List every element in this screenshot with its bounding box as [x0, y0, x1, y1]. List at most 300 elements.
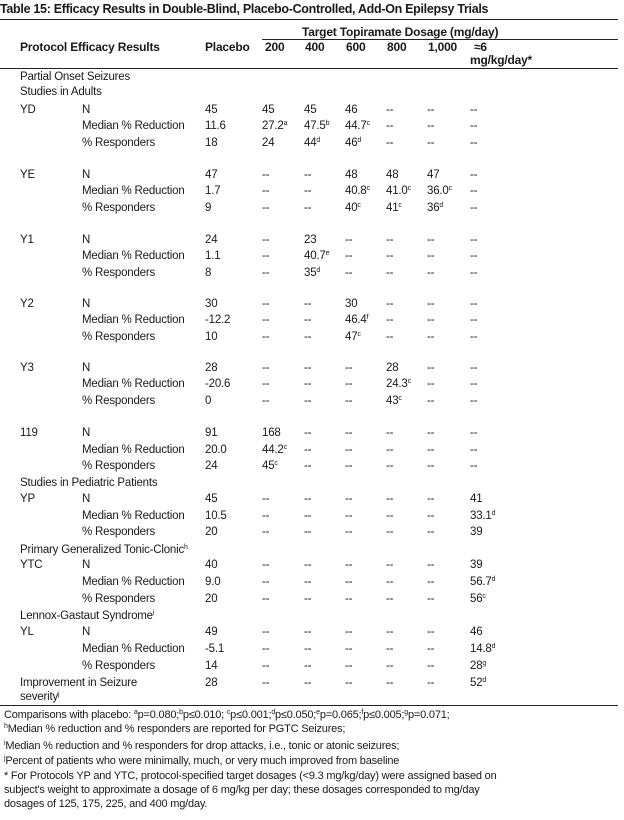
dose-cell-value: 36.0: [427, 185, 449, 197]
dose-cell-value: 40.7: [304, 250, 326, 262]
measure-label-value: % Responders: [82, 395, 156, 407]
dose-cell-value: --: [386, 626, 394, 638]
protocol-label: [20, 625, 34, 639]
dose-cell: [470, 233, 477, 247]
dose-cell: [427, 361, 434, 375]
dose-cell-value: --: [262, 185, 270, 197]
dose-cell-value: --: [427, 460, 435, 472]
measure-label-value: Median % Reduction: [82, 643, 185, 655]
dose-cell: [304, 443, 311, 457]
dose-cell: [386, 136, 393, 150]
comparison-marker: g: [404, 709, 408, 716]
measure-label-value: Median % Reduction: [82, 250, 185, 262]
dose-cell-value: --: [427, 314, 435, 326]
dose-cell: [304, 313, 311, 327]
dose-cell-value: --: [427, 250, 435, 262]
dose-cell: [470, 459, 477, 473]
dose-cell: [470, 168, 477, 182]
title-rule: [0, 19, 618, 20]
placebo-value: [205, 184, 220, 198]
footnote-i-text: Median % reduction and % responders for drop attacks, i.e., tonic or atonic seizures;: [5, 740, 400, 752]
dose-cell: [304, 592, 311, 606]
dose-cell-value: 39: [470, 526, 483, 538]
protocol-label: [20, 103, 36, 117]
dose-cell: [262, 313, 269, 327]
dose-cell-value: --: [386, 104, 394, 116]
dose-cell: [386, 625, 393, 639]
dose-cell-value: 28: [470, 660, 483, 672]
dose-cell-value: --: [386, 660, 394, 672]
comparison-text: Comparisons with placebo:: [4, 709, 134, 721]
measure-label-value: N: [82, 298, 91, 310]
dose-cell: [345, 103, 357, 117]
placebo-value: [205, 592, 217, 606]
comparison-text: p≤0.050;: [275, 709, 317, 721]
dose-cell-value: 24.3: [386, 378, 408, 390]
measure-label: [82, 233, 90, 247]
dose-cell: [427, 443, 434, 457]
dose-cell: [470, 184, 477, 198]
protocol-label: [20, 168, 35, 182]
measure-label: [82, 509, 185, 523]
measure-label-value: Median % Reduction: [82, 185, 185, 197]
placebo-value: [205, 119, 226, 133]
table-title: Table 15: Efficacy Results in Double-Blind, Placebo-Controlled, Add-On Epilepsy Trials: [0, 2, 489, 16]
footnote-star-line3: dosages of 125, 175, 225, and 400 mg/day.: [4, 798, 208, 810]
dose-cell: [427, 297, 434, 311]
dose-cell: [427, 233, 434, 247]
comparison-marker: c: [226, 709, 231, 716]
dose-cell: [386, 330, 393, 344]
dose-cell-value: 40: [345, 202, 358, 214]
dose-cell: [345, 136, 361, 150]
dose-cell: [427, 492, 434, 506]
placebo-value: [205, 659, 217, 673]
dose-cell-value: --: [345, 444, 353, 456]
improvement-dose-cell: [427, 676, 434, 690]
dose-cell: [470, 443, 477, 457]
dose-cell: [427, 136, 434, 150]
dose-cell-value: --: [304, 660, 312, 672]
dose-cell-value: --: [386, 427, 394, 439]
dose-cell: [470, 297, 477, 311]
dose-cell: [262, 509, 269, 523]
group-label-pgtc-sup: h: [184, 544, 188, 551]
placebo-value-value: 14: [205, 660, 218, 672]
dose-cell-value: --: [345, 395, 353, 407]
dose-cell-value: --: [427, 362, 435, 374]
dose-cell-value: --: [386, 314, 394, 326]
placebo-value: [205, 361, 217, 375]
dose-cell: [386, 525, 393, 539]
dose-cell: [345, 592, 352, 606]
dose-cell-value: 44.2: [262, 444, 284, 456]
dose-cell-value: --: [427, 444, 435, 456]
dose-cell: [304, 426, 311, 440]
dose-cell-value: --: [262, 626, 270, 638]
dose-cell: [262, 443, 287, 457]
dose-cell-value: --: [470, 250, 478, 262]
measure-label-value: Median % Reduction: [82, 510, 185, 522]
placebo-value-value: 40: [205, 559, 218, 571]
dose-cell: [470, 201, 477, 215]
dose-cell: [304, 659, 311, 673]
placebo-value: [205, 249, 220, 263]
improvement-dose-cell: [262, 676, 269, 690]
improvement-placebo: 28: [205, 677, 218, 689]
dose-cell-value: 28: [386, 362, 399, 374]
dose-cell-value: --: [386, 444, 394, 456]
measure-label: [82, 313, 185, 327]
header-dose-800: 800: [387, 40, 407, 54]
dose-cell: [262, 233, 269, 247]
dose-cell: [345, 313, 368, 327]
dose-cell: [427, 103, 434, 117]
measure-label: [82, 525, 155, 539]
dose-cell: [262, 592, 269, 606]
placebo-value: [205, 459, 217, 473]
protocol-label: [20, 297, 34, 311]
header-bottom-rule: [0, 68, 618, 69]
dose-cell-value: 41.0: [386, 185, 408, 197]
placebo-value: [205, 492, 217, 506]
placebo-value-value: 10.5: [205, 510, 227, 522]
placebo-value-value: 45: [205, 104, 218, 116]
dose-cell-value: --: [470, 331, 478, 343]
dose-cell-value: --: [262, 362, 270, 374]
improvement-dose-cell: [345, 676, 352, 690]
dose-cell: [304, 625, 311, 639]
dose-cell: [386, 459, 393, 473]
placebo-value-value: 24: [205, 234, 218, 246]
measure-label-value: % Responders: [82, 460, 156, 472]
measure-label: [82, 361, 90, 375]
dose-cell-value: --: [345, 267, 353, 279]
dose-cell-value: --: [470, 298, 478, 310]
dose-cell-value: --: [386, 576, 394, 588]
placebo-value: [205, 558, 217, 572]
dose-cell-value: --: [262, 331, 270, 343]
placebo-value-value: 45: [205, 493, 218, 505]
measure-label-value: % Responders: [82, 331, 156, 343]
dose-cell-value: --: [386, 267, 394, 279]
dose-cell-sup: c: [357, 202, 361, 209]
dose-cell-value: --: [470, 169, 478, 181]
placebo-value-value: -20.6: [205, 378, 231, 390]
dose-cell-value: --: [262, 250, 270, 262]
dose-cell-sup: c: [398, 202, 402, 209]
dose-cell-value: --: [262, 643, 270, 655]
placebo-value: [205, 642, 224, 656]
dose-cell: [304, 103, 316, 117]
footnote-j-sup: j: [4, 755, 6, 762]
dose-cell: [427, 313, 434, 327]
footnote-comparisons: [4, 708, 616, 722]
dose-cell-sup: c: [407, 378, 411, 385]
placebo-value-value: 8: [205, 267, 212, 279]
measure-label: [82, 201, 155, 215]
dose-cell-value: --: [262, 169, 270, 181]
group-label-lgs-sup: i: [152, 610, 155, 617]
improvement-dose-cell: [470, 676, 486, 690]
placebo-value: [205, 233, 217, 247]
measure-label: [82, 249, 185, 263]
dose-cell-value: --: [345, 460, 353, 472]
placebo-value-value: 30: [205, 298, 218, 310]
dose-cell-value: --: [386, 526, 394, 538]
header-dose-1000: 1,000: [428, 40, 458, 54]
dose-cell: [304, 525, 311, 539]
dose-cell: [262, 266, 269, 280]
dose-cell-value: --: [427, 593, 435, 605]
dose-cell: [470, 558, 482, 572]
dose-cell-value: --: [304, 576, 312, 588]
dose-cell-value: --: [262, 234, 270, 246]
measure-label: [82, 426, 90, 440]
improvement-dose-cell-value: --: [304, 677, 312, 689]
dose-cell: [386, 103, 393, 117]
dose-cell-value: --: [470, 234, 478, 246]
dose-cell-value: --: [470, 395, 478, 407]
dose-cell: [386, 361, 398, 375]
dose-cell: [304, 249, 329, 263]
dose-cell-value: --: [304, 444, 312, 456]
dose-cell: [427, 426, 434, 440]
dose-cell-value: 33.1: [470, 510, 492, 522]
dose-cell-value: --: [427, 331, 435, 343]
dose-cell-value: --: [427, 234, 435, 246]
dose-cell: [386, 492, 393, 506]
dose-cell-value: --: [345, 559, 353, 571]
dose-cell-value: 47: [427, 169, 440, 181]
dose-cell-value: --: [470, 185, 478, 197]
dose-cell-value: 44.7: [345, 120, 367, 132]
measure-label: [82, 459, 155, 473]
dose-cell-value: --: [345, 250, 353, 262]
dose-cell-value: 41: [386, 202, 399, 214]
dose-cell-value: --: [262, 526, 270, 538]
comparison-text: p≤0.010;: [182, 709, 227, 721]
placebo-value: [205, 443, 227, 457]
improvement-label-sup: j: [58, 691, 60, 698]
dose-cell-sup: c: [482, 593, 486, 600]
dose-cell-value: --: [304, 169, 312, 181]
dose-cell-sup: d: [439, 202, 444, 209]
group-label-pediatric: Studies in Pediatric Patients: [20, 477, 158, 489]
protocol-label: [20, 233, 34, 247]
dose-cell: [262, 168, 269, 182]
dose-cell: [427, 330, 434, 344]
comparison-marker: f: [361, 709, 364, 716]
dose-cell: [262, 492, 269, 506]
dose-cell: [470, 394, 477, 408]
group-label-adults: Studies in Adults: [20, 86, 102, 98]
improvement-dose-cell-value: --: [262, 677, 270, 689]
dose-cell-value: --: [304, 493, 312, 505]
measure-label-value: Median % Reduction: [82, 314, 185, 326]
dose-cell: [262, 136, 274, 150]
placebo-value: [205, 330, 217, 344]
placebo-value-value: 20.0: [205, 444, 227, 456]
group-label-lgs: [20, 609, 154, 623]
dose-cell: [345, 377, 352, 391]
dose-cell: [427, 377, 434, 391]
dose-cell-value: --: [386, 460, 394, 472]
comparison-text: p=0.071;: [407, 709, 450, 721]
measure-label-value: N: [82, 234, 91, 246]
measure-label: [82, 394, 155, 408]
dose-cell-value: --: [304, 460, 312, 472]
measure-label-value: % Responders: [82, 526, 156, 538]
group-label-pgtc-text: Primary Generalized Tonic-Clonic: [20, 544, 185, 556]
dose-cell: [262, 103, 274, 117]
dose-cell-value: --: [386, 250, 394, 262]
dose-cell-value: --: [304, 510, 312, 522]
dose-cell-value: --: [262, 202, 270, 214]
measure-label-value: N: [82, 559, 91, 571]
protocol-label: [20, 492, 35, 506]
placebo-value-value: 20: [205, 593, 218, 605]
dose-cell: [345, 233, 352, 247]
measure-label-value: % Responders: [82, 137, 156, 149]
protocol-label-value: YL: [20, 626, 34, 638]
dose-cell-value: --: [427, 526, 435, 538]
dose-cell: [262, 297, 269, 311]
measure-label: [82, 297, 90, 311]
comparison-marker: a: [133, 709, 138, 716]
dose-cell: [470, 249, 477, 263]
improvement-dose-cell-sup: d: [482, 677, 487, 684]
dose-cell: [470, 659, 486, 673]
comparison-marker: e: [316, 709, 320, 716]
measure-label-value: N: [82, 362, 91, 374]
measure-label: [82, 119, 185, 133]
dose-cell-value: --: [470, 120, 478, 132]
dose-cell-value: --: [427, 395, 435, 407]
dose-cell: [386, 592, 393, 606]
placebo-value-value: 1.7: [205, 185, 221, 197]
dose-cell-value: 41: [470, 493, 483, 505]
footnote-j-text: Percent of patients who were minimally, much, or very much improved from baseline: [5, 755, 400, 767]
header-protocol: Protocol Efficacy Results: [20, 40, 160, 54]
dose-cell: [427, 394, 434, 408]
dose-cell: [470, 642, 495, 656]
header-dose-weight-line2: mg/kg/day*: [470, 53, 533, 67]
dose-cell-sup: d: [491, 643, 496, 650]
dose-cell-value: --: [262, 267, 270, 279]
protocol-label-value: YD: [20, 104, 36, 116]
dose-cell: [345, 509, 352, 523]
dose-cell-value: --: [262, 559, 270, 571]
dose-cell: [427, 119, 434, 133]
dose-cell-value: 44: [304, 137, 317, 149]
dose-cell: [386, 575, 393, 589]
placebo-value: [205, 394, 211, 408]
dose-cell: [262, 575, 269, 589]
group-label-pgtc: [20, 543, 188, 557]
dose-cell-value: 56.7: [470, 576, 492, 588]
improvement-dose-cell-value: --: [345, 677, 353, 689]
dose-cell: [304, 575, 311, 589]
dose-cell-value: --: [304, 559, 312, 571]
measure-label: [82, 575, 185, 589]
dose-cell: [345, 297, 357, 311]
placebo-value-value: 24: [205, 460, 218, 472]
dose-cell-value: --: [470, 444, 478, 456]
placebo-value: [205, 525, 217, 539]
dose-cell-value: 39: [470, 559, 483, 571]
measure-label-value: Median % Reduction: [82, 444, 185, 456]
dose-cell: [262, 426, 281, 440]
dose-cell: [470, 625, 482, 639]
protocol-label-value: YE: [20, 169, 35, 181]
dose-cell-value: --: [345, 526, 353, 538]
footnote-star-line2: subject's weight to approximate a dosage of 6 mg/kg per day; these dosages corresponded to mg/day: [4, 784, 480, 796]
dose-cell-value: 45: [304, 104, 317, 116]
placebo-value-value: 20: [205, 526, 218, 538]
comparison-text: p=0.080;: [137, 709, 180, 721]
dose-cell: [427, 266, 434, 280]
dose-cell: [304, 361, 311, 375]
measure-label-value: Median % Reduction: [82, 378, 185, 390]
dose-cell-value: --: [386, 234, 394, 246]
dose-cell-value: 45: [262, 104, 275, 116]
dose-cell: [262, 184, 269, 198]
dose-cell: [470, 525, 482, 539]
dose-cell-value: --: [386, 559, 394, 571]
dose-cell: [470, 266, 477, 280]
group-label-lgs-text: Lennox-Gastaut Syndrome: [20, 610, 153, 622]
improvement-dose-cell-value: --: [386, 677, 394, 689]
dose-cell-value: 46: [470, 626, 483, 638]
dose-cell-value: --: [386, 493, 394, 505]
dose-cell: [345, 266, 352, 280]
dose-cell-sup: c: [366, 120, 370, 127]
dose-cell-value: --: [345, 593, 353, 605]
protocol-label-value: YTC: [20, 559, 43, 571]
dose-cell-value: --: [345, 362, 353, 374]
dose-cell-value: --: [427, 137, 435, 149]
dose-cell-value: --: [304, 593, 312, 605]
dose-cell-value: --: [386, 331, 394, 343]
dose-cell: [427, 558, 434, 572]
improvement-dose-cell: [386, 676, 393, 690]
measure-label-value: Median % Reduction: [82, 120, 185, 132]
dose-cell-value: --: [262, 395, 270, 407]
dose-cell-value: 14.8: [470, 643, 492, 655]
dose-cell: [386, 394, 402, 408]
dose-cell: [345, 168, 357, 182]
group-label-partial-onset: Partial Onset Seizures: [20, 71, 131, 83]
dose-cell-value: --: [427, 660, 435, 672]
dose-cell: [427, 168, 439, 182]
dose-cell: [304, 266, 320, 280]
dose-cell-sup: c: [274, 460, 278, 467]
dose-cell-value: 35: [304, 267, 317, 279]
dose-cell-sup: c: [366, 185, 370, 192]
dose-cell: [262, 659, 269, 673]
measure-label: [82, 184, 185, 198]
dose-cell-sup: c: [283, 444, 287, 451]
dose-cell: [427, 509, 434, 523]
dose-cell-value: --: [427, 120, 435, 132]
dose-cell: [262, 642, 269, 656]
dose-cell-value: --: [427, 626, 435, 638]
placebo-value: [205, 509, 227, 523]
header-dose-600: 600: [346, 40, 366, 54]
dose-cell-value: --: [427, 267, 435, 279]
dose-cell: [470, 103, 477, 117]
